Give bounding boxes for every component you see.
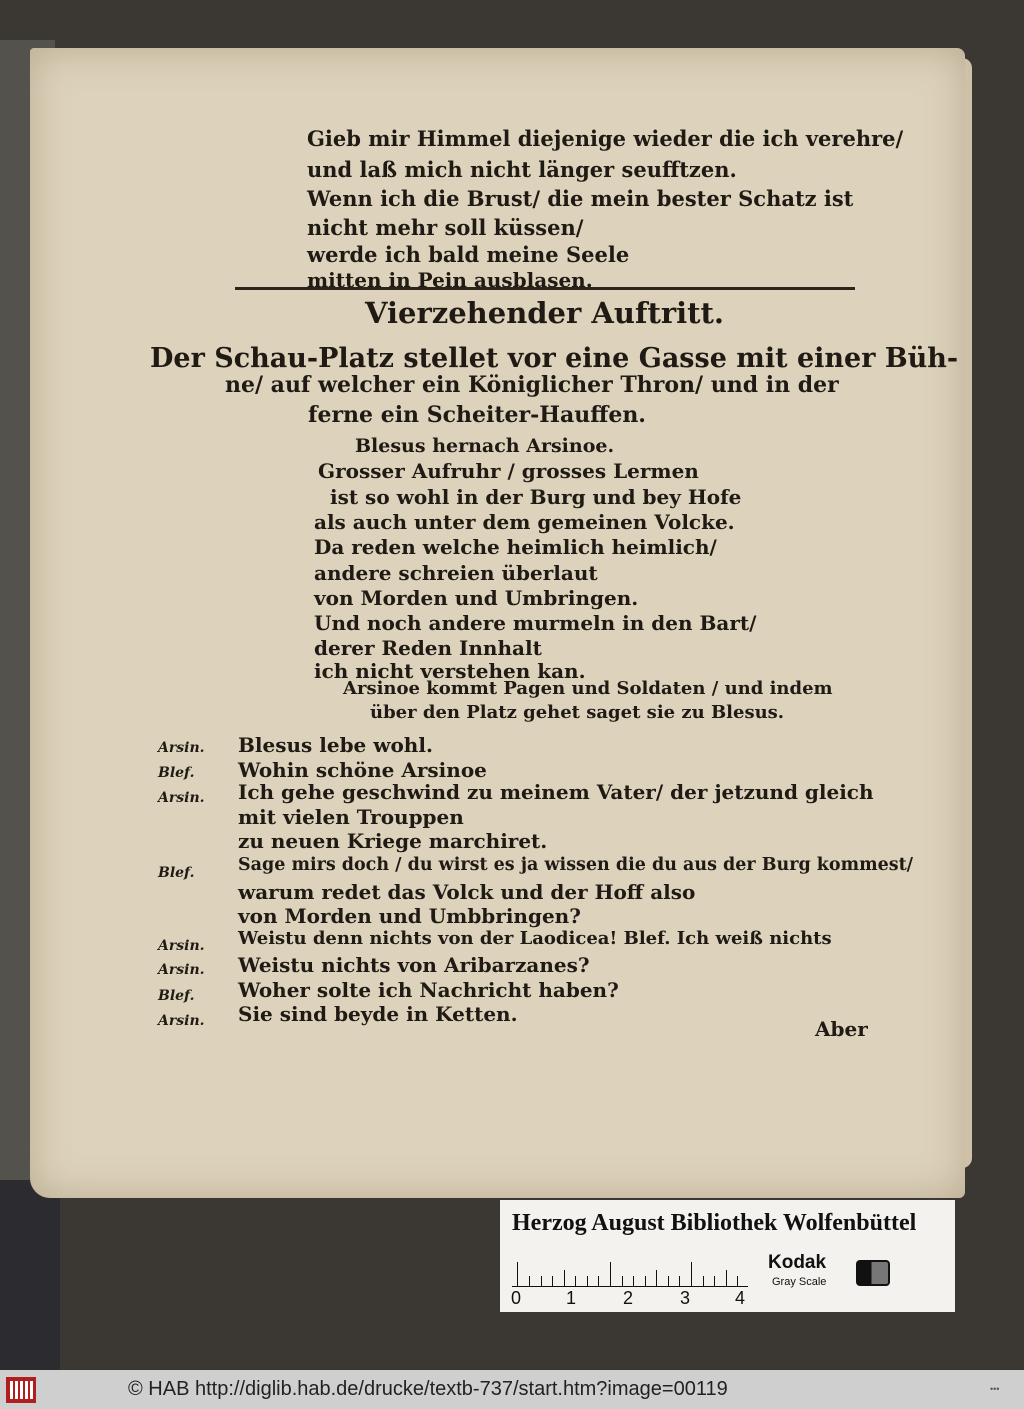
footer-marker: ••• <box>990 1384 1000 1394</box>
ruler-number: 4 <box>735 1288 746 1308</box>
speech-line: Grosser Aufruhr / grosses Lermen <box>318 459 699 483</box>
stage-direction: Blesus hernach Arsinoe. <box>355 435 615 457</box>
speaker-label: Arsin. <box>158 790 205 806</box>
dialogue-line: Sie sind beyde in Ketten. <box>238 1002 518 1026</box>
scene-description-line: ferne ein Scheiter-Hauffen. <box>308 402 646 428</box>
speaker-label: Blef. <box>158 865 195 881</box>
catchword: Aber <box>815 1017 868 1041</box>
dialogue-line: zu neuen Kriege marchiret. <box>238 829 548 853</box>
dialogue-line: Woher solte ich Nachricht haben? <box>238 978 619 1002</box>
dialogue-line: Wohin schöne Arsinoe <box>238 758 487 782</box>
speaker-label: Arsin. <box>158 1013 205 1029</box>
stage-direction: Arsinoe kommt Pagen und Soldaten / und indem <box>343 678 833 699</box>
speaker-label: Blef. <box>158 988 195 1004</box>
ruler <box>512 1262 748 1287</box>
kodak-logo: Kodak <box>768 1252 827 1273</box>
dialogue-line: Blesus lebe wohl. <box>238 733 433 757</box>
verse-line: Wenn ich die Brust/ die mein bester Schatz ist <box>307 186 854 211</box>
speech-line: Da reden welche heimlich heimlich/ <box>314 535 717 559</box>
dialogue-line: mit vielen Trouppen <box>238 805 464 829</box>
verse-line: werde ich bald meine Seele <box>307 242 630 267</box>
dialogue-line: warum redet das Volck und der Hoff also <box>238 880 696 904</box>
scene-title: Vierzehender Auftritt. <box>365 296 725 330</box>
speech-line: derer Reden Innhalt <box>314 636 542 660</box>
footer-credit-link[interactable]: © HAB http://diglib.hab.de/drucke/textb-737/start.htm?image=00119 <box>128 1378 728 1400</box>
dialogue-line: von Morden und Umbbringen? <box>238 904 581 928</box>
speech-line: ich nicht verstehen kan. <box>314 659 586 683</box>
speech-line: ist so wohl in der Burg und bey Hofe <box>330 485 742 509</box>
speaker-label: Arsin. <box>158 740 205 756</box>
scene-description-line: Der Schau-Platz stellet vor eine Gasse mit einer Büh- <box>150 343 959 374</box>
book-cover-lower <box>0 1180 60 1370</box>
scene-description-line: ne/ auf welcher ein Königlicher Thron/ und in der <box>225 372 839 398</box>
speaker-label: Arsin. <box>158 938 205 954</box>
verse-line: und laß mich nicht länger seufftzen. <box>307 157 737 182</box>
dialogue-line: Ich gehe geschwind zu meinem Vater/ der jetzund gleich <box>238 780 874 804</box>
speaker-label: Blef. <box>158 765 195 781</box>
verse-line: nicht mehr soll küssen/ <box>307 215 584 240</box>
speaker-label: Arsin. <box>158 962 205 978</box>
ruler-number: 3 <box>680 1288 691 1308</box>
divider-rule <box>235 287 855 290</box>
speech-line: als auch unter dem gemeinen Volcke. <box>314 510 735 534</box>
gray-swatch <box>856 1260 890 1286</box>
library-title: Herzog August Bibliothek Wolfenbüttel <box>512 1210 917 1236</box>
gray-scale-label: Gray Scale <box>772 1276 827 1288</box>
verse-line: Gieb mir Himmel diejenige wieder die ich verehre/ <box>307 126 904 151</box>
speech-line: von Morden und Umbringen. <box>314 586 639 610</box>
dialogue-line: Weistu nichts von Aribarzanes? <box>238 953 590 977</box>
dialogue-line: Sage mirs doch / du wirst es ja wissen die du aus der Burg kommest/ <box>238 855 914 875</box>
ruler-number: 2 <box>623 1288 634 1308</box>
speech-line: andere schreien überlaut <box>314 561 598 585</box>
hab-logo-icon[interactable] <box>6 1377 36 1403</box>
ruler-number: 0 <box>511 1288 522 1308</box>
stage-direction: über den Platz gehet saget sie zu Blesus. <box>370 702 785 723</box>
verse-line: mitten in Pein ausblasen. <box>307 268 593 292</box>
dialogue-line: Weistu denn nichts von der Laodicea! Blef. Ich weiß nichts <box>238 928 832 949</box>
speech-line: Und noch andere murmeln in den Bart/ <box>314 611 757 635</box>
ruler-number: 1 <box>566 1288 577 1308</box>
